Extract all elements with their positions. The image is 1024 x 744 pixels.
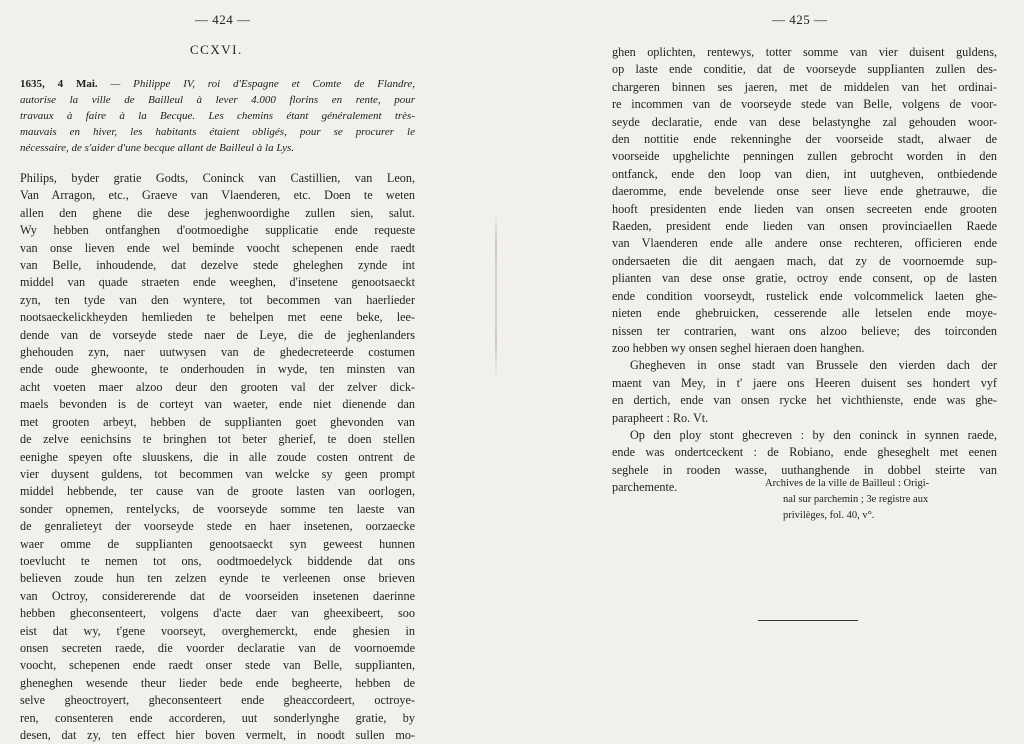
- document-number: CCXVI.: [190, 42, 243, 57]
- text-line: nootsaeckelickheyden hemlieden te behelpen met eene beke, lee-: [20, 310, 415, 325]
- text-line: seghele in rooden wasse, uuthanghende in dobbel steirte van: [612, 462, 997, 477]
- text-line: re incommen van de voorseyde stede van Belle, volgens de voor-: [612, 97, 997, 112]
- text-line: selve gheoctroyert, gheconsenteert ende gheaccordeert, octroye-: [20, 693, 415, 708]
- text-line: nissen ter contrarien, want ons alzoo believe; des toirconden: [612, 323, 997, 338]
- text-line: voocht, schepenen ende raedt onser stede van Belle, suppIianten,: [20, 658, 415, 673]
- text-line: ontfanck, ende den loop van dien, int uutgheven, ontbiedende: [612, 166, 997, 181]
- left-page-number: — 424 —: [195, 12, 251, 27]
- text-line: parchemente.: [612, 480, 678, 495]
- text-line: zoo hebben wy onsen seghel hieraen doen hanghen.: [612, 340, 865, 355]
- text-line: van Vlaenderen ende alle andere onse rechteren, officieren ende: [612, 236, 997, 251]
- text-line: zyn, ten tyde van den wyntere, tot becommen van haerlieder: [20, 292, 415, 307]
- text-line: eist dat wy, t'gene voorseyt, overghemerckt, ende ghesien in: [20, 623, 415, 638]
- text-line: believen zoude hun ten zelzen eynde te verleenen onse brieven: [20, 571, 415, 586]
- summary-line: autorise la ville de Bailleul à lever 4.000 florins en rente, pour: [20, 94, 415, 106]
- text-line: seyde declaratie, ende van dese belastynghe zal gehouden woor-: [612, 114, 997, 129]
- text-line: en dertich, ende van onsen rycke het vichthienste, ende was ghe-: [612, 393, 997, 408]
- text-line: dende van de vorseyde stede naer de Leye, die de jeghenlanders: [20, 327, 415, 342]
- text-line: acht voeten maer alzoo deur den grooten val der zelver dick-: [20, 379, 415, 394]
- text-line: de genralieteyt der voorseyde stede en haer insetenen, oorzaecke: [20, 519, 415, 534]
- summary-line: mauvais en hiver, les habitants étaient obligés, pour se procurer le: [20, 126, 415, 138]
- text-line: daeromme, ende bevelende onse seer lieve ende ghetrauwe, die: [612, 184, 997, 199]
- text-line: met grooten arbeyt, hebben de suppIianten goet ghevonden van: [20, 414, 415, 429]
- end-rule: [758, 620, 858, 621]
- text-line: den nottitie ende rekenninghe der voorseide stadt, alwaer de: [612, 132, 997, 147]
- text-line: de zelve eenichsins te bringhen tot beter gherief, te doen stellen: [20, 432, 415, 447]
- text-line: nieten ende ghebruicken, cesserende alle letselen ende moye-: [612, 306, 997, 321]
- book-gutter: [495, 210, 497, 380]
- text-line: Ghegheven in onse stadt van Brussele den vierden dach der: [630, 358, 997, 373]
- text-line: ghen oplichten, rentewys, totter somme van vier duisent guldens,: [612, 45, 997, 59]
- text-line: Op den ploy stont ghecreven : by den coninck in synnen raede,: [630, 427, 997, 442]
- text-line: allen den ghene die dese jeghenwoordighe zullen sien, salut.: [20, 205, 415, 220]
- text-line: waer omme de suppIianten genootsaeckt syn geweest hunnen: [20, 536, 415, 551]
- text-line: ende condition voorseydt, rustelick ende volcommelick laeten ghe-: [612, 288, 997, 303]
- right-page-number: — 425 —: [772, 12, 828, 27]
- text-line: ondersaeten die dit aengaen mach, dat zy de voornoemde sup-: [612, 253, 997, 268]
- text-line: middel hebbende, ter cause van de groote lasten van oorlogen,: [20, 484, 415, 499]
- text-line: ghehouden zyn, naer uutwysen van de ghedecreteerde costumen: [20, 345, 415, 360]
- text-line: maels bevonden is de corteyt van waeter, ende niet dienende dan: [20, 397, 415, 412]
- archive-source-note: [765, 476, 990, 524]
- text-line: Wy hebben ontfanghen d'ootmoedighe supplicatie ende requeste: [20, 223, 415, 238]
- text-line: chargeren binnen ses jaeren, met de middelen van het ordinai-: [612, 79, 997, 94]
- text-line: ende oude ghewoonte, te onderhouden in wyde, ten minsten van: [20, 362, 415, 377]
- source-line: nal sur parchemin ; 3e registre aux: [783, 494, 929, 505]
- left-body-text: [20, 170, 415, 744]
- text-line: Van Arragon, etc., Graeve van Vlaenderen, etc. Doen te weten: [20, 188, 415, 203]
- text-line: middel van quade straeten ende weeghen, d'insetene genootsaeckt: [20, 275, 415, 290]
- left-page: [0, 0, 470, 742]
- text-line: onsen secreten raede, die voorder declaratie van de voornoemde: [20, 640, 415, 655]
- text-line: hooft presidenten ende lieden van onsen secreeten ende grooten: [612, 201, 997, 216]
- text-line: ende was ondertceckent : de Robiano, ende gheseghelt met eenen: [612, 445, 997, 460]
- text-line: plianten van dese onse gratie, octroy ende consent, op de lasten: [612, 271, 997, 286]
- text-line: Raeden, president ende lieden van onsen provinciaellen Raede: [612, 219, 997, 234]
- document-summary: [20, 76, 415, 156]
- source-line: privilèges, fol. 40, v°.: [783, 510, 875, 521]
- text-line: eenighe speyen ofte sluuskens, die in alle zoude costen ontrent de: [20, 449, 415, 464]
- text-line: voorseide upghelichte penningen zullen gebrocht worden in den: [612, 149, 997, 164]
- summary-line: nécessaire, de s'aider d'une becque allant de Bailleul à la Lys.: [20, 142, 295, 154]
- text-line: vier duysent guldens, tot becommen van welcke sy geen prompt: [20, 466, 415, 481]
- right-page: [540, 0, 1024, 734]
- text-line: desen, dat zy, ten effect hier boven vermelt, in noodt sullen mo-: [20, 728, 415, 742]
- text-line: gheneghen wesende theur lieder bede ende begheerte, hebben de: [20, 675, 415, 690]
- summary-line: 1635, 4 Mai. — Philippe IV, roi d'Espagne et Comte de Flandre,: [20, 78, 415, 90]
- text-line: van Octroy, considererende dat de voorseiden insetenen daerinne: [20, 588, 415, 603]
- text-line: sonder opnemen, rentelycks, de voorseyde somme ten laeste van: [20, 501, 415, 516]
- text-line: hebben gheconsenteert, volgens d'acte daer van gheexibeert, soo: [20, 606, 415, 621]
- text-line: toevlucht te nemen tot ons, oodtmoedelyck biddende dat ons: [20, 553, 415, 568]
- text-line: parapheert : Ro. Vt.: [612, 410, 709, 425]
- right-body-text: [612, 44, 997, 497]
- text-line: van onse lieven ende wel beminde voocht schepenen ende raedt: [20, 240, 415, 255]
- source-line: Archives de la ville de Bailleul : Origi-: [765, 478, 930, 489]
- text-line: van Belle, inhoudende, dat dezelve stede gheleghen zynde int: [20, 258, 415, 273]
- text-line: ren, consenteren ende accorderen, uut sonderlynghe gratie, by: [20, 710, 415, 725]
- text-line: Philips, byder gratie Godts, Coninck van Castillien, van Leon,: [20, 171, 415, 185]
- text-line: maent van Mey, in t' jaere ons Heeren duisent ses hondert vyf: [612, 375, 997, 390]
- summary-date: 1635, 4 Mai.: [20, 78, 98, 90]
- summary-line: travaux à faire à la Becque. Les chemins étant généralement très-: [20, 110, 415, 122]
- text-line: op laste ende conditie, dat de voorseyde suppIianten zullen des-: [612, 62, 997, 77]
